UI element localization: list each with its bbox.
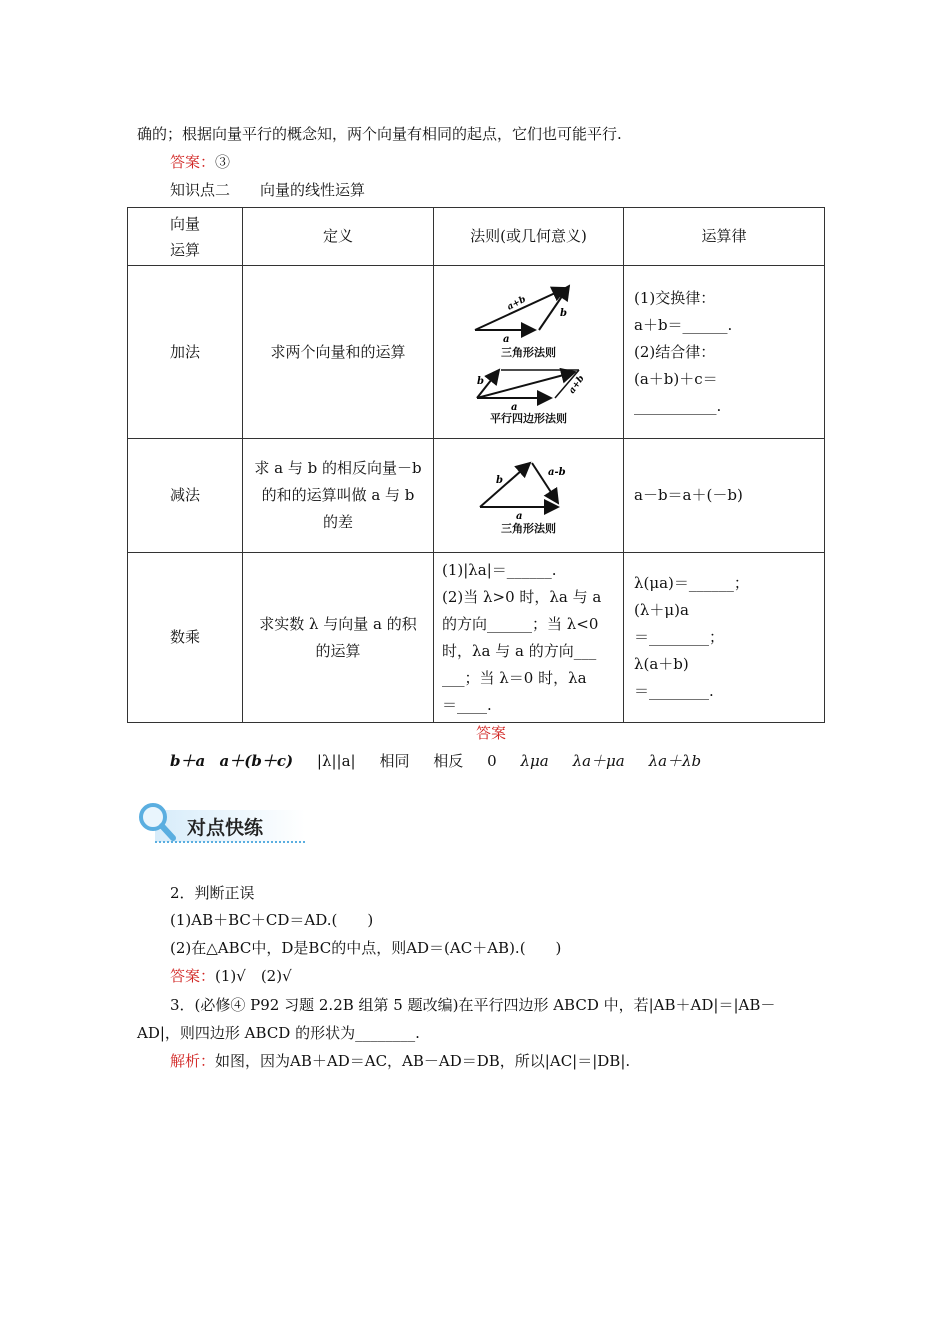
subtraction-row — [128, 439, 825, 553]
scalar-law-3: ＝________； — [634, 628, 725, 646]
header-operation — [128, 208, 243, 266]
q3-line-2: AD|，则四边形 ABCD 的形状为________. — [137, 1024, 420, 1042]
addition-name: 加法 — [128, 266, 243, 439]
addition-law — [624, 266, 825, 439]
scalar-rule-4: 时，λa 与 a 的方向___ — [442, 641, 597, 660]
addition-triangle-figure — [469, 278, 589, 346]
header-operation-line2: 运算 — [169, 240, 200, 259]
scalar-law — [624, 553, 825, 723]
vector-operations-table — [127, 207, 825, 723]
subtraction-law: a－b＝a＋(－b) — [624, 439, 825, 553]
answer-item: λa＋λb — [648, 752, 702, 770]
q2-item-2: (2)在△ABC中，D是BC的中点，则AD＝(AC＋AB).( ) — [170, 939, 562, 957]
header-law: 运算律 — [624, 208, 825, 266]
answer-item: |λ||a| — [316, 752, 356, 770]
answer-item: 相反 — [433, 752, 464, 770]
answer-item: b＋a — [170, 752, 206, 770]
scalar-law-2: (λ＋μ)a — [634, 601, 689, 619]
answer-1-label: 答案： — [170, 153, 216, 171]
scalar-law-1: λ(μa)＝______； — [634, 574, 749, 592]
answer-item: λμa — [520, 752, 549, 770]
subtraction-rule — [434, 439, 624, 553]
addition-definition: 求两个向量和的运算 — [243, 266, 434, 439]
scalar-name: 数乘 — [128, 553, 243, 723]
scalar-definition — [243, 553, 434, 723]
answer-1-value: ③ — [215, 153, 231, 171]
para-label-sum: a+b — [566, 373, 587, 396]
fig2-caption: 平行四边形法则 — [490, 412, 567, 425]
subtraction-name: 减法 — [128, 439, 243, 553]
addition-law-3: (2)结合律： — [634, 342, 716, 361]
sub-label-b: b — [495, 474, 503, 486]
scalar-rule-6: ＝____. — [442, 695, 492, 714]
scalar-rule-2: (2)当 λ>0 时，λa 与 a — [442, 587, 602, 606]
q3-analysis-label: 解析： — [170, 1052, 216, 1070]
addition-law-5: ___________. — [634, 396, 722, 415]
q3-analysis — [170, 1050, 630, 1071]
intro-line: 确的；根据向量平行的概念知，两个向量有相同的起点，它们也可能平行. — [137, 125, 622, 143]
scalar-law-5: ＝________. — [634, 682, 714, 700]
answer-item: 0 — [487, 752, 497, 770]
sub-label-a: a — [515, 510, 522, 521]
scalar-rule-1: (1)|λa|＝______. — [442, 560, 557, 579]
scalar-law-4: λ(a＋b) — [634, 655, 689, 673]
q3-analysis-text: 如图，因为AB＋AD＝AC，AB－AD＝DB，所以|AC|＝|DB|. — [215, 1052, 631, 1070]
scalar-rule-5: ___；当 λ＝0 时，λa — [442, 668, 587, 687]
para-label-b: b — [476, 376, 484, 387]
scalar-row — [128, 553, 825, 723]
answer-heading: 答案 — [476, 724, 507, 742]
scalar-def-2: 的运算 — [315, 641, 361, 660]
q2-answer — [170, 965, 292, 986]
header-rule: 法则(或几何意义) — [434, 208, 624, 266]
addition-row — [128, 266, 825, 439]
label-b: b — [559, 308, 567, 319]
addition-parallelogram-figure — [469, 364, 589, 412]
scalar-rule-3: 的方向______；当 λ<0 — [442, 614, 599, 633]
label-sum: a+b — [505, 294, 528, 313]
q2-answer-label: 答案： — [170, 967, 216, 985]
banner-title: 对点快练 — [187, 817, 264, 839]
q2-title: 2．判断正误 — [170, 884, 255, 902]
subtraction-triangle-figure — [474, 455, 584, 521]
sub-vector-b — [480, 463, 530, 507]
header-operation-line1: 向量 — [169, 214, 200, 233]
addition-rule — [434, 266, 624, 439]
sub-fig-caption: 三角形法则 — [501, 521, 556, 535]
scalar-rule — [434, 553, 624, 723]
sub-label-diff: a-b — [547, 466, 566, 478]
q2-answer-value: (1)√ (2)√ — [215, 967, 292, 985]
practice-banner — [135, 800, 307, 846]
para-label-a: a — [510, 402, 517, 412]
answer-item: a＋(b＋c) — [219, 752, 294, 770]
addition-law-2: a＋b＝______. — [634, 315, 733, 334]
table-header-row — [128, 208, 825, 266]
q3-line-1: 3．(必修④ P92 习题 2.2B 组第 5 题改编)在平行四边形 ABCD 中，若|AB＋AD|＝|AB－ — [170, 996, 776, 1014]
section-title: 知识点二 向量的线性运算 — [170, 181, 366, 199]
para-diagonal — [477, 372, 575, 398]
answer-item: λa＋μa — [572, 752, 625, 770]
subtraction-def-2: 的和的运算叫做 a 与 b — [261, 486, 415, 504]
q2-item-1: (1)AB＋BC＋CD＝AD.( ) — [170, 911, 374, 929]
header-definition: 定义 — [243, 208, 434, 266]
label-a: a — [502, 334, 509, 345]
answer-item: 相同 — [379, 752, 410, 770]
subtraction-def-3: 的差 — [322, 513, 353, 531]
addition-law-1: (1)交换律： — [634, 288, 716, 307]
answers-row — [170, 750, 701, 771]
fig1-caption: 三角形法则 — [501, 346, 556, 359]
subtraction-definition — [243, 439, 434, 553]
addition-law-4: (a＋b)＋c＝ — [634, 369, 718, 388]
answer-1 — [170, 151, 230, 172]
scalar-def-1: 求实数 λ 与向量 a 的积 — [259, 614, 417, 633]
subtraction-def-1: 求 a 与 b 的相反向量－b — [254, 459, 422, 477]
